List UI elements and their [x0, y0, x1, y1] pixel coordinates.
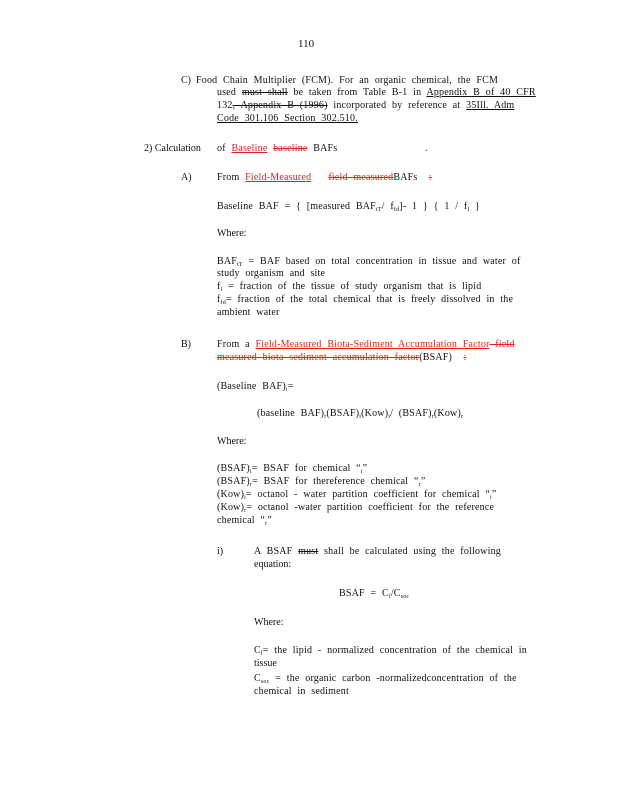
section-c-line4 [217, 113, 358, 125]
section-a-heading: From Field-Measured field measuredBAFs : [217, 172, 432, 183]
deleted-text: field [489, 339, 515, 350]
inserted-text: Field-Measured [245, 172, 312, 183]
section-a-equation: Baseline BAF = { [measured $BAF_{tT}/$ $f_{fd}]-$ 1 } { $1 / f_l$ } [217, 201, 481, 213]
section-a-where: Where: [217, 228, 247, 239]
inserted-text: Baseline [231, 143, 268, 154]
section-b-heading-line1: From a Field-Measured Biota-Sediment Accumulation Factor field [217, 339, 515, 350]
section-c-line2: used must shall be taken from Table B-1 in Appendix B of 40 CFR [217, 87, 536, 98]
section-a-def3-cont: ambient water [217, 307, 280, 318]
deleted-text: , Appendix B (1996) [232, 100, 328, 111]
section-b-def2: $(BSAF)_r=$ BSAF for thereference chemical “$_r$” [217, 476, 426, 488]
section-2-dot: . [425, 143, 428, 154]
deleted-text: must shall [241, 87, 288, 98]
section-b-def4-cont: chemical “$_r$” [217, 515, 272, 527]
section-i-def1: $C_l=$ the lipid - normalized concentration of the chemical in [254, 645, 527, 657]
deleted-text: field measured [328, 172, 394, 183]
section-i-equation: BSAF = $C_l/C_{soc}$ [339, 588, 410, 600]
section-b-def1: $(BSAF)_i=$ BSAF for chemical “$_i$” [217, 463, 368, 475]
section-b-where: Where: [217, 436, 247, 447]
section-b-equation-lhs: (Baseline $BAF)_i=$ [217, 381, 294, 393]
section-i-label: i) [217, 546, 224, 557]
deleted-text: : [428, 172, 432, 183]
deleted-text: measured biota sediment accumulation factor [217, 352, 420, 363]
section-c-line3: 132, Appendix B (1996) incorporated by reference at 35Ill. Adm [217, 100, 515, 111]
underlined-text: Appendix B of 40 CFR [426, 87, 536, 98]
section-b-def3: $(Kow)_i=$ octanol - water partition coefficient for chemical “$_i$” [217, 489, 497, 501]
section-2-heading: of Baseline baseline BAFs [217, 143, 338, 154]
section-i-def2: $C_{soc}$ = the organic carbon -normalizedconcentration of the [254, 673, 517, 685]
section-i-def2-cont: chemical in sediment [254, 686, 349, 697]
section-b-label: B) [181, 339, 191, 350]
section-a-def1: $BAF_{tT}$ = BAF based on total concentration in tissue and water of [217, 256, 521, 268]
inserted-text: Field-Measured Biota-Sediment Accumulation Factor [255, 339, 490, 350]
section-a-def2: $f_l$ = fraction of the tissue of study organism that is lipid [217, 281, 482, 293]
section-c-line1: Food Chain Multiplier (FCM). For an organic chemical, the FCM [196, 75, 499, 86]
section-i-text-cont: equation: [254, 559, 292, 570]
section-i-text: A BSAF must shall be calculated using the following [254, 546, 501, 557]
section-2-label: 2) Calculation [144, 143, 201, 154]
deleted-text: : [463, 352, 467, 363]
section-b-def4: $(Kow)_r=$ octanol -water partition coefficient for the reference [217, 502, 495, 514]
underlined-text: Code 301.106 Section 302.510. [217, 113, 358, 124]
section-a-def3: $f_{fd}=$ fraction of the total chemical that is freely dissolved in the [217, 294, 514, 306]
section-a-label: A) [181, 172, 192, 183]
deleted-text: must [298, 546, 319, 557]
deleted-text: baseline [273, 143, 308, 154]
section-b-equation-rhs: (baseline $BAF)_r(BSAF)_i(Kow)_i/$ $(BSAF)_r(Kow)_r$ [257, 408, 464, 420]
section-b-heading-line2: measured biota sediment accumulation factor(BSAF) : [217, 352, 467, 363]
underlined-text: 35Ill. Adm [466, 100, 515, 111]
section-i-def1-cont: tissue [254, 658, 277, 669]
section-a-def1-cont: study organism and site [217, 268, 326, 279]
page-number: 110 [298, 38, 315, 50]
section-c-label: C) [181, 75, 191, 86]
section-i-where: Where: [254, 617, 284, 628]
